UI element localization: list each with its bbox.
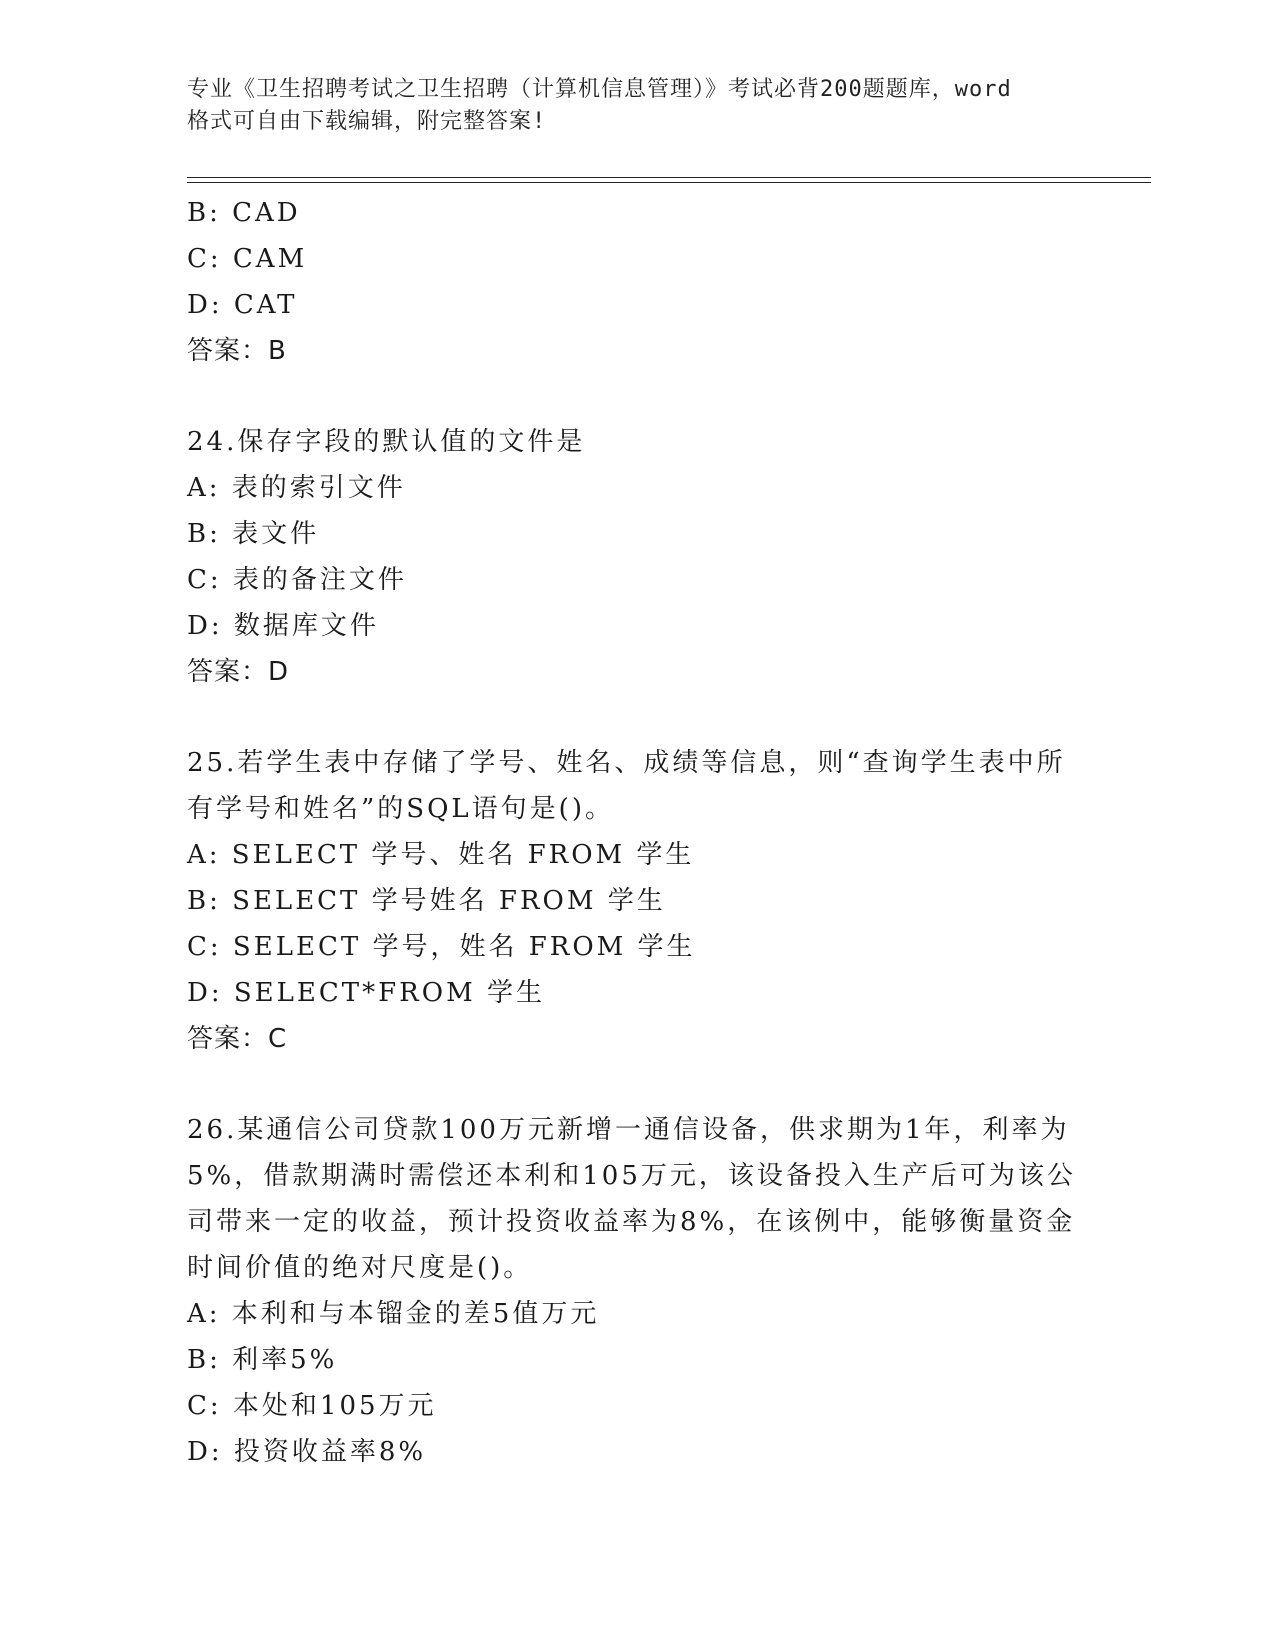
answer: 答案：B xyxy=(187,336,287,366)
option-a: A: 表的索引文件 xyxy=(187,473,406,503)
option-c: C: 表的备注文件 xyxy=(187,565,407,595)
header-rule-bottom xyxy=(187,182,1151,183)
question-23-tail xyxy=(187,190,1087,374)
option-a: A: SELECT 学号、姓名 FROM 学生 xyxy=(187,840,695,870)
option-d: D: 数据库文件 xyxy=(187,611,379,641)
question-26 xyxy=(187,1107,1087,1475)
option-a: A: 本利和与本镏金的差5值万元 xyxy=(187,1299,600,1329)
option-b: B: 利率5% xyxy=(187,1345,338,1375)
option-b: B: SELECT 学号姓名 FROM 学生 xyxy=(187,886,666,916)
option-c: C: CAM xyxy=(187,244,308,274)
option-c: C: SELECT 学号，姓名 FROM 学生 xyxy=(187,932,696,962)
question-24 xyxy=(187,419,1087,695)
question-text-line: 25.若学生表中存储了学号、姓名、成绩等信息，则“查询学生表中所 xyxy=(187,748,1066,778)
header-rule-top xyxy=(187,177,1151,178)
answer: 答案：C xyxy=(187,1024,288,1054)
option-c: C: 本处和105万元 xyxy=(187,1391,437,1421)
option-d: D: CAT xyxy=(187,290,298,320)
question-text-line: 5%，借款期满时需偿还本利和105万元，该设备投入生产后可为该公 xyxy=(187,1161,1076,1191)
option-b: B: CAD xyxy=(187,198,301,228)
document-header xyxy=(187,74,1087,138)
question-text-line: 有学号和姓名”的SQL语句是()。 xyxy=(187,794,614,824)
question-text-line: 26.某通信公司贷款100万元新增一通信设备，供求期为1年，利率为 xyxy=(187,1115,1070,1145)
option-b: B: 表文件 xyxy=(187,519,320,549)
question-text: 24.保存字段的默认值的文件是 xyxy=(187,427,586,457)
option-d: D: SELECT*FROM 学生 xyxy=(187,978,545,1008)
header-line-1: 专业《卫生招聘考试之卫生招聘（计算机信息管理）》考试必背200题题库，word xyxy=(187,77,1012,102)
header-line-2: 格式可自由下载编辑，附完整答案! xyxy=(187,109,547,134)
option-d: D: 投资收益率8% xyxy=(187,1437,427,1467)
question-25 xyxy=(187,740,1087,1062)
document-body xyxy=(187,190,1087,1475)
answer: 答案：D xyxy=(187,657,290,687)
question-text-line: 时间价值的绝对尺度是()。 xyxy=(187,1253,533,1283)
question-text-line: 司带来一定的收益，预计投资收益率为8%，在该例中，能够衡量资金 xyxy=(187,1207,1076,1237)
